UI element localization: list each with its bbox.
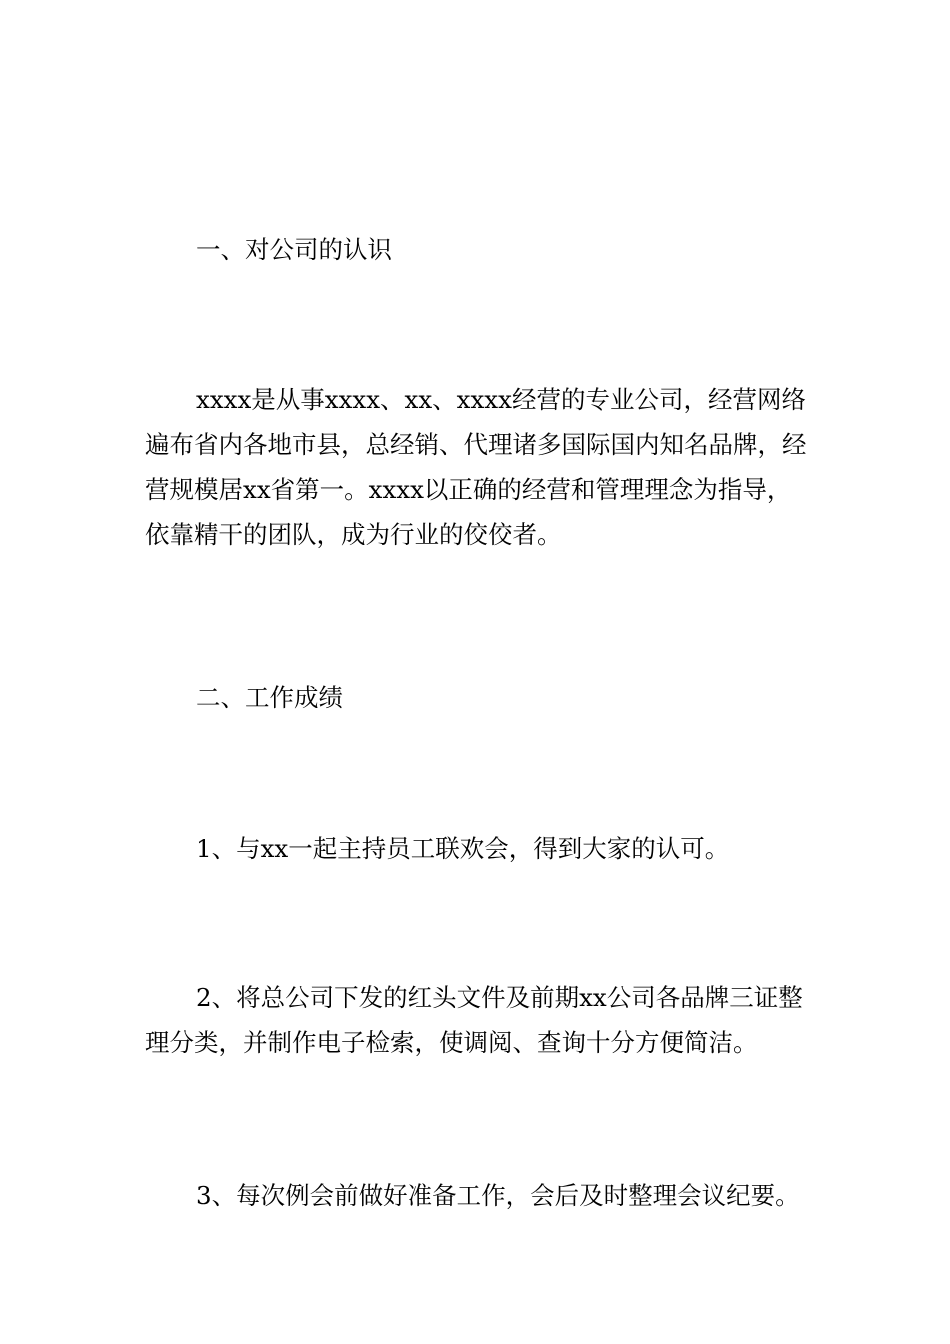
achievement-item-3: 3、每次例会前做好准备工作，会后及时整理会议纪要。	[196, 1181, 800, 1210]
section-heading-company-understanding: 一、对公司的认识	[196, 235, 392, 264]
achievement-item-1: 1、与xx一起主持员工联欢会，得到大家的认可。	[196, 834, 730, 863]
achievement-item-2: 2、将总公司下发的红头文件及前期xx公司各品牌三证整理分类，并制作电子检索，使调阅、查询十分方便简洁。	[145, 983, 803, 1057]
section-heading-work-achievements: 二、工作成绩	[196, 683, 343, 712]
company-description-paragraph: xxxx是从事xxxx、xx、xxxx经营的专业公司，经营网络遍布省内各地市县，总经销、代理诸多国际国内知名品牌，经营规模居xx省第一。xxxx以正确的经营和管理理念为指导，依靠精干的团队，成为行业的佼佼者。	[145, 385, 807, 549]
